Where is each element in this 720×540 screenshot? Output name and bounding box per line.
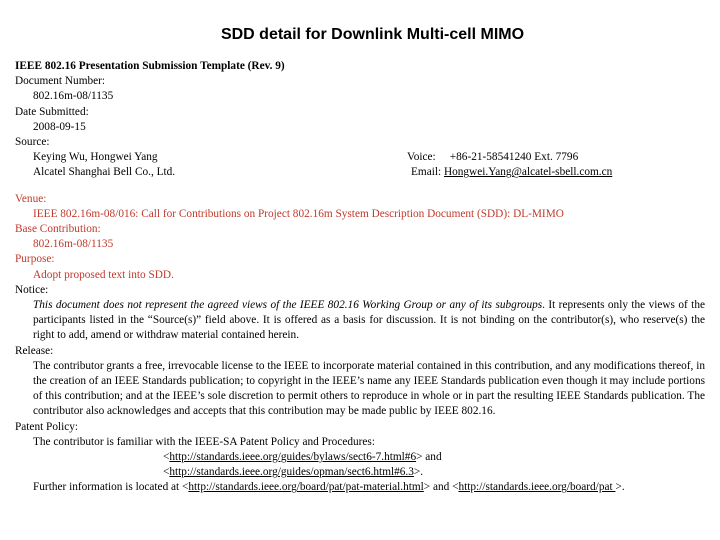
source-row-affiliation: [15, 165, 705, 180]
date-submitted-label: Date Submitted:: [15, 105, 89, 118]
notice-italic: This document does not represent the agreed views of the IEEE 802.16 Working Group or any of its subgroups: [33, 299, 543, 312]
section-gap: [15, 181, 705, 192]
link2-suffix: >.: [413, 466, 424, 479]
venue-value: IEEE 802.16m-08/016: Call for Contributions on Project 802.16m System Description Document (SDD): DL-MIMO: [33, 207, 564, 220]
patent-policy-label: Patent Policy:: [15, 420, 79, 433]
submission-template-body: [15, 59, 705, 496]
further-middle: > and <: [423, 481, 459, 494]
notice-label: Notice:: [15, 283, 49, 296]
bylaws-link[interactable]: http://standards.ieee.org/guides/bylaws/sect6-7.html#6: [169, 451, 417, 464]
email-contact: [411, 165, 612, 180]
source-affiliation: Alcatel Shanghai Bell Co., Ltd.: [33, 166, 176, 179]
further-end: >.: [615, 481, 625, 494]
patent-link-row-2: <http://standards.ieee.org/guides/opman/sect6.html#6.3>.: [163, 466, 424, 479]
source-row-authors: [15, 150, 705, 165]
patent-policy-intro: The contributor is familiar with the IEEE-SA Patent Policy and Procedures:: [33, 435, 375, 448]
email-link[interactable]: Hongwei.Yang@alcatel-sbell.com.cn: [443, 166, 613, 179]
link1-suffix: > and: [416, 451, 442, 464]
template-heading: IEEE 802.16 Presentation Submission Template (Rev. 9): [15, 60, 285, 72]
voice-contact: [407, 150, 578, 165]
purpose-value: Adopt proposed text into SDD.: [33, 268, 174, 281]
board-pat-link[interactable]: http://standards.ieee.org/board/pat: [458, 481, 616, 494]
source-authors: Keying Wu, Hongwei Yang: [33, 151, 158, 164]
base-contribution-label: Base Contribution:: [15, 223, 101, 235]
base-contribution-value: 802.16m-08/1135: [33, 238, 114, 251]
venue-label: Venue:: [15, 192, 47, 205]
purpose-label: Purpose:: [15, 253, 55, 266]
document-number-value: 802.16m-08/1135: [33, 90, 114, 103]
opman-link[interactable]: http://standards.ieee.org/guides/opman/sect6.html#6.3: [169, 466, 414, 479]
date-submitted-value: 2008-09-15: [33, 120, 86, 133]
voice-label: Voice:: [407, 151, 436, 164]
patent-link-row-1: <http://standards.ieee.org/guides/bylaws/sect6-7.html#6> and: [163, 451, 442, 464]
voice-value: +86-21-58541240 Ext. 7796: [449, 151, 579, 164]
release-text: The contributor grants a free, irrevocable license to the IEEE to incorporate material contained in this contribution, and any modifications thereof, in the creation of an IEEE Standards publication; to copyright in the IEEE’s name any IEEE Standards publication even though it may include portions of this contribution; and at the IEEE’s sole discretion to permit others to reproduce in whole or in part the resulting IEEE Standards publication. The contributor also acknowledges and accepts that this contribution may be made public by IEEE 802.16.: [33, 359, 705, 418]
email-label: Email:: [411, 166, 442, 179]
document-number-label: Document Number:: [15, 75, 106, 88]
release-label: Release:: [15, 344, 54, 357]
source-label: Source:: [15, 136, 50, 149]
pat-material-link[interactable]: http://standards.ieee.org/board/pat/pat-material.html: [188, 481, 424, 494]
further-prefix: Further information is located at <: [33, 481, 189, 494]
further-info-row: [15, 480, 705, 495]
slide-title: SDD detail for Downlink Multi-cell MIMO: [220, 26, 525, 43]
notice-rest: . It represents only the views of the participants listed in the “Source(s)” field above. It is offered as a basis for discussion. It is not binding on the contributor(s), who reserve(s) the right to add, amend or withdraw material contained herein.: [33, 299, 705, 342]
notice-text: [15, 298, 705, 344]
